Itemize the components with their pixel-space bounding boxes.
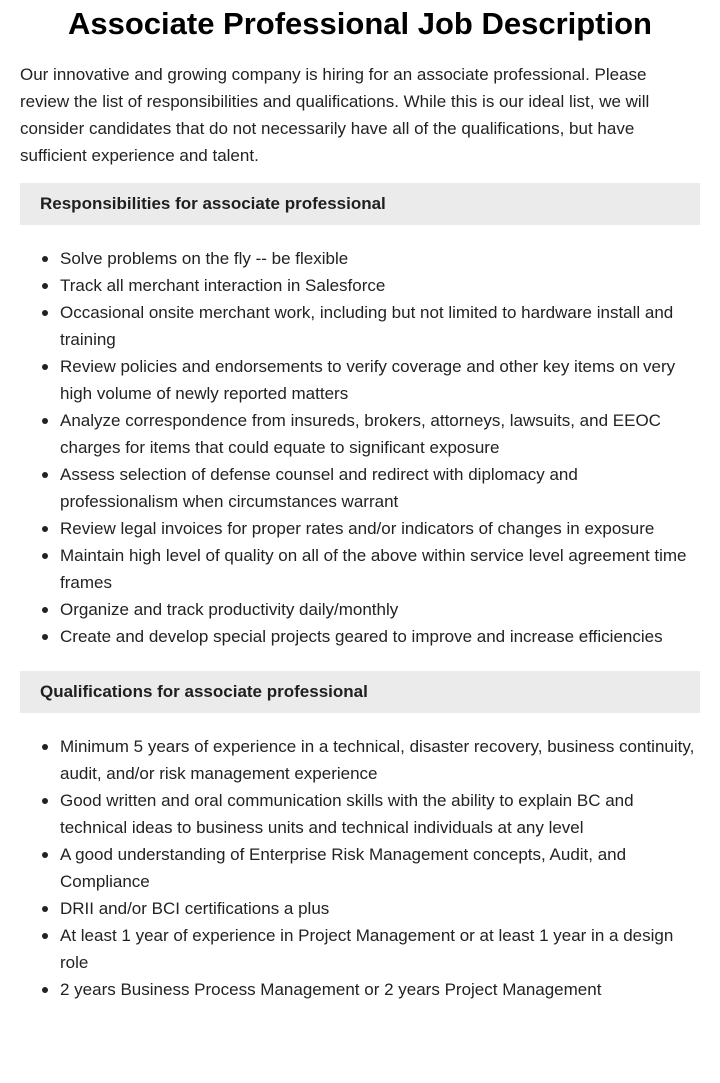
qualification-text: At least 1 year of experience in Project Management or at least 1 year in a design role <box>60 926 674 972</box>
bullet-icon <box>42 852 48 858</box>
qualifications-list <box>20 733 700 1003</box>
bullet-icon <box>42 798 48 804</box>
responsibility-item <box>20 461 700 515</box>
responsibility-text: Solve problems on the fly -- be flexible <box>60 249 349 268</box>
bullet-icon <box>42 607 48 613</box>
qualification-item <box>20 922 700 976</box>
responsibility-text: Organize and track productivity daily/monthly <box>60 600 399 619</box>
responsibility-item <box>20 299 700 353</box>
bullet-icon <box>42 987 48 993</box>
bullet-icon <box>42 310 48 316</box>
bullet-icon <box>42 526 48 532</box>
bullet-icon <box>42 283 48 289</box>
responsibility-item <box>20 272 700 299</box>
responsibility-item <box>20 542 700 596</box>
responsibility-item <box>20 245 700 272</box>
responsibility-item <box>20 407 700 461</box>
qualification-item <box>20 841 700 895</box>
responsibility-text: Analyze correspondence from insureds, brokers, attorneys, lawsuits, and EEOC charges for items that could equate to significant exposure <box>60 411 661 457</box>
intro-paragraph: Our innovative and growing company is hiring for an associate professional. Please review the list of responsibilities and qualifications. While this is our ideal list, we will consider candidates that do not necessarily have all of the qualifications, but have sufficient experience and talent. <box>20 65 650 165</box>
responsibility-text: Maintain high level of quality on all of the above within service level agreement time frames <box>60 546 687 592</box>
qualification-text: 2 years Business Process Management or 2 years Project Management <box>60 980 602 999</box>
qualification-item <box>20 787 700 841</box>
bullet-icon <box>42 634 48 640</box>
bullet-icon <box>42 553 48 559</box>
responsibility-text: Create and develop special projects geared to improve and increase efficiencies <box>60 627 663 646</box>
responsibility-text: Occasional onsite merchant work, including but not limited to hardware install and training <box>60 303 674 349</box>
responsibility-item <box>20 515 700 542</box>
responsibility-item <box>20 596 700 623</box>
responsibility-item <box>20 623 700 650</box>
responsibility-text: Track all merchant interaction in Salesforce <box>60 276 386 295</box>
qualification-text: DRII and/or BCI certifications a plus <box>60 899 330 918</box>
qualification-text: Good written and oral communication skills with the ability to explain BC and technical ideas to business units and technical individuals at any level <box>60 791 634 837</box>
responsibility-item <box>20 353 700 407</box>
qualification-item <box>20 895 700 922</box>
responsibilities-list <box>20 245 700 650</box>
responsibility-text: Assess selection of defense counsel and redirect with diplomacy and professionalism when circumstances warrant <box>60 465 578 511</box>
page-title: Associate Professional Job Description <box>67 6 652 41</box>
qualification-item <box>20 976 700 1003</box>
bullet-icon <box>42 256 48 262</box>
bullet-icon <box>42 906 48 912</box>
responsibility-text: Review policies and endorsements to verify coverage and other key items on very high volume of newly reported matters <box>60 357 676 403</box>
bullet-icon <box>42 744 48 750</box>
bullet-icon <box>42 418 48 424</box>
qualifications-heading: Qualifications for associate professional <box>20 671 700 713</box>
responsibility-text: Review legal invoices for proper rates and/or indicators of changes in exposure <box>60 519 655 538</box>
qualification-text: A good understanding of Enterprise Risk Management concepts, Audit, and Compliance <box>60 845 627 891</box>
bullet-icon <box>42 933 48 939</box>
responsibilities-heading: Responsibilities for associate professional <box>20 183 700 225</box>
qualification-text: Minimum 5 years of experience in a technical, disaster recovery, business continuity, audit, and/or risk management experience <box>60 737 695 783</box>
bullet-icon <box>42 472 48 478</box>
bullet-icon <box>42 364 48 370</box>
qualification-item <box>20 733 700 787</box>
